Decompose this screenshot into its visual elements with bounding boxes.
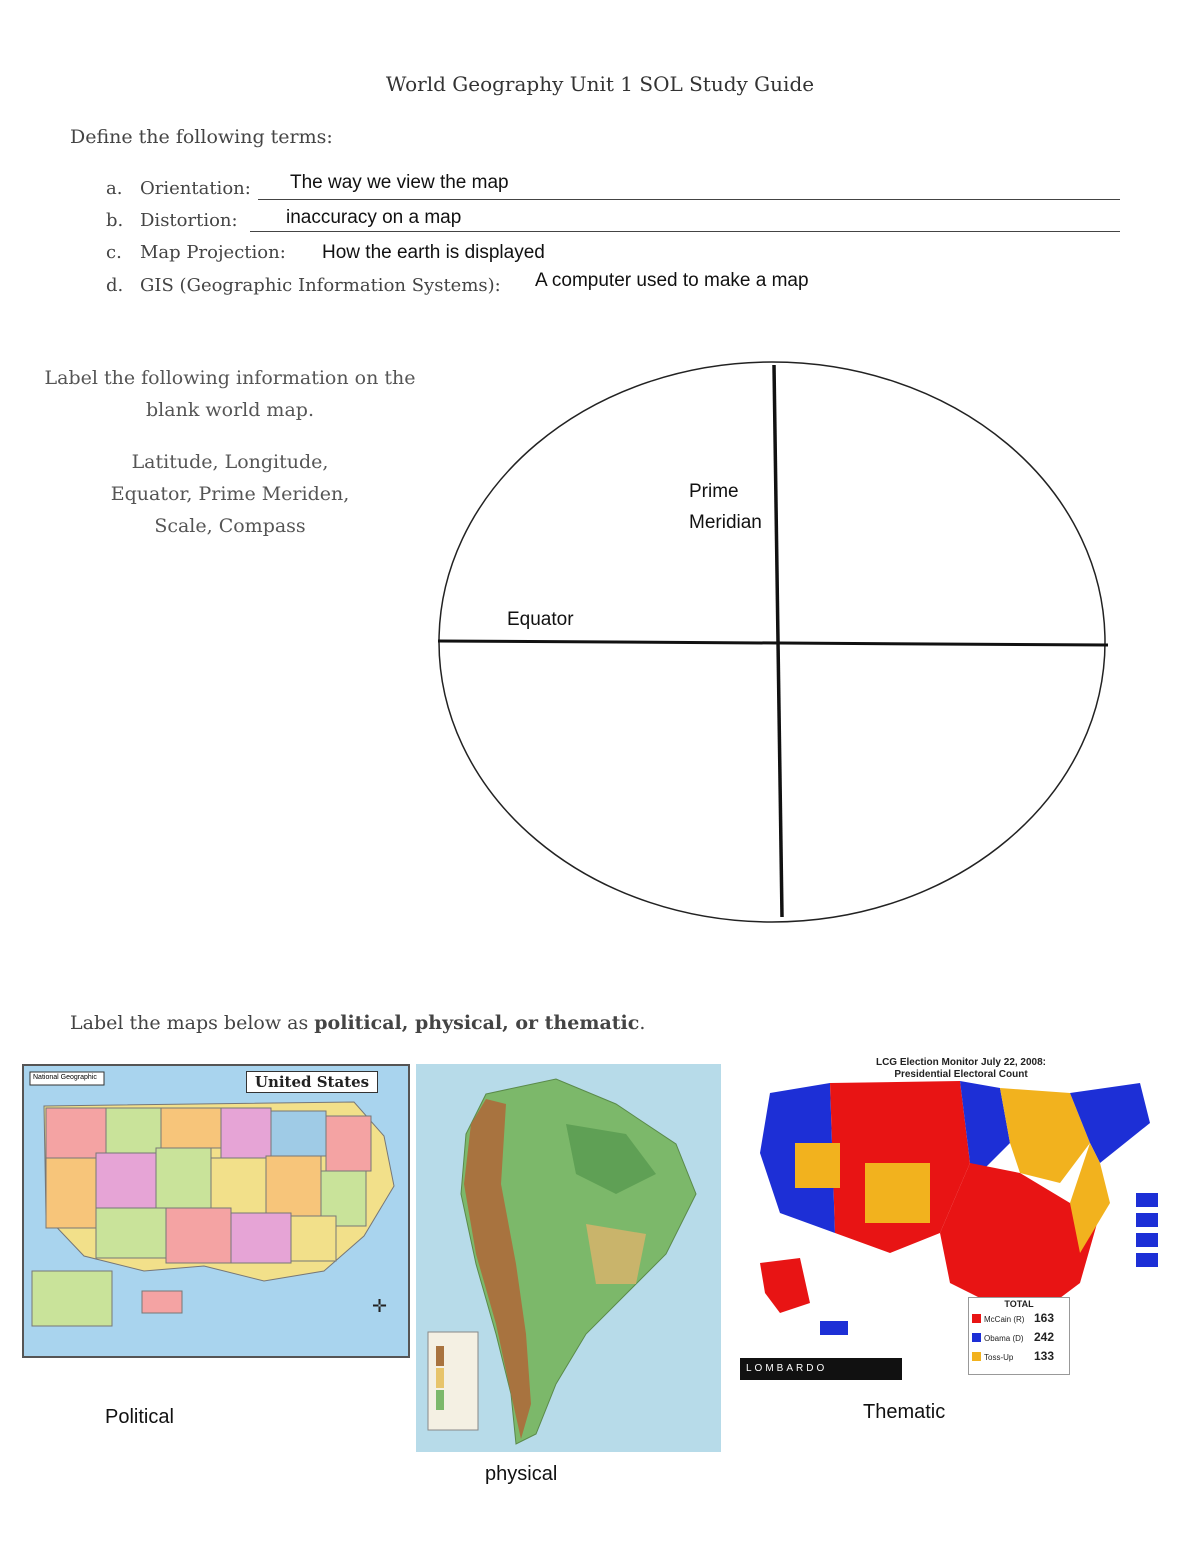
electoral-totals-box: [968, 1297, 1070, 1375]
legend-swatch: [972, 1352, 981, 1361]
label-line: Meridian: [689, 512, 762, 533]
term-label: Orientation:: [140, 178, 251, 199]
equator-label: Equator: [507, 609, 574, 630]
list-line: Equator, Prime Meriden,: [110, 483, 350, 505]
map-title: United States: [254, 1073, 370, 1091]
answer-c[interactable]: How the earth is displayed: [322, 242, 545, 263]
row-value: 242: [1034, 1330, 1055, 1344]
instruction-prefix: Label the maps below as: [70, 1012, 315, 1034]
answer-map1[interactable]: Political: [105, 1406, 174, 1428]
term-letter: a.: [106, 178, 123, 199]
instruction-line: Label the following information on the: [44, 367, 416, 389]
instruction-line: blank world map.: [146, 399, 314, 421]
lombardo-footer: LOMBARDO: [740, 1358, 902, 1380]
instruction-suffix: .: [639, 1012, 646, 1034]
legend-swatch: [972, 1314, 981, 1323]
answer-map3[interactable]: Thematic: [863, 1401, 946, 1423]
row-value: 163: [1034, 1311, 1055, 1325]
prime-meridian-label: [689, 476, 762, 538]
election-map-illustration: [740, 1053, 1182, 1383]
define-heading: Define the following terms:: [70, 126, 333, 148]
answer-b[interactable]: inaccuracy on a map: [286, 207, 462, 228]
title-line: LCG Election Monitor July 22, 2008:: [875, 1057, 1047, 1068]
answer-line-a: [258, 199, 1120, 200]
list-line: Scale, Compass: [154, 515, 306, 537]
maps-instruction: [70, 1012, 645, 1034]
list-line: Latitude, Longitude,: [131, 451, 329, 473]
us-political-illustration: [24, 1066, 408, 1356]
term-letter: b.: [106, 210, 124, 231]
row-name: McCain (R): [984, 1315, 1025, 1324]
term-label: GIS (Geographic Information Systems):: [140, 275, 501, 296]
political-map[interactable]: [22, 1064, 410, 1358]
term-c: [106, 242, 286, 263]
label-list: [30, 446, 430, 542]
answer-map2[interactable]: physical: [485, 1463, 558, 1485]
thematic-map[interactable]: [740, 1053, 1182, 1383]
term-d: [106, 275, 501, 296]
south-america-physical-illustration: [416, 1064, 721, 1452]
row-value: 133: [1034, 1349, 1055, 1363]
row-name: Obama (D): [984, 1334, 1024, 1343]
title-line: Presidential Electoral Count: [894, 1069, 1028, 1080]
term-label: Map Projection:: [140, 242, 286, 263]
term-b: [106, 210, 238, 231]
map-title-box: [246, 1071, 378, 1093]
term-a: [106, 178, 251, 199]
term-label: Distortion:: [140, 210, 238, 231]
answer-line-b: [250, 231, 1120, 232]
term-letter: c.: [106, 242, 122, 263]
totals-header: TOTAL: [1004, 1299, 1034, 1309]
legend-swatch: [972, 1333, 981, 1342]
answer-a[interactable]: The way we view the map: [290, 172, 509, 193]
row-name: Toss-Up: [984, 1353, 1014, 1362]
instruction-bold: political, physical, or thematic: [314, 1012, 640, 1034]
term-letter: d.: [106, 275, 124, 296]
blank-world-map[interactable]: [430, 355, 1120, 930]
physical-map[interactable]: [416, 1064, 721, 1452]
totals-row-tossup: [969, 1348, 1069, 1367]
label-line: Prime: [689, 481, 739, 502]
totals-row-obama: [969, 1329, 1069, 1348]
compass-icon: ✛: [372, 1296, 388, 1316]
equator-line: [438, 641, 1108, 645]
totals-row-mccain: [969, 1310, 1069, 1329]
map-badge: National Geographic: [33, 1074, 97, 1081]
prime-meridian-line: [774, 365, 782, 917]
label-instruction: [30, 362, 430, 426]
page-title: World Geography Unit 1 SOL Study Guide: [385, 72, 815, 96]
answer-d[interactable]: A computer used to make a map: [535, 270, 809, 291]
